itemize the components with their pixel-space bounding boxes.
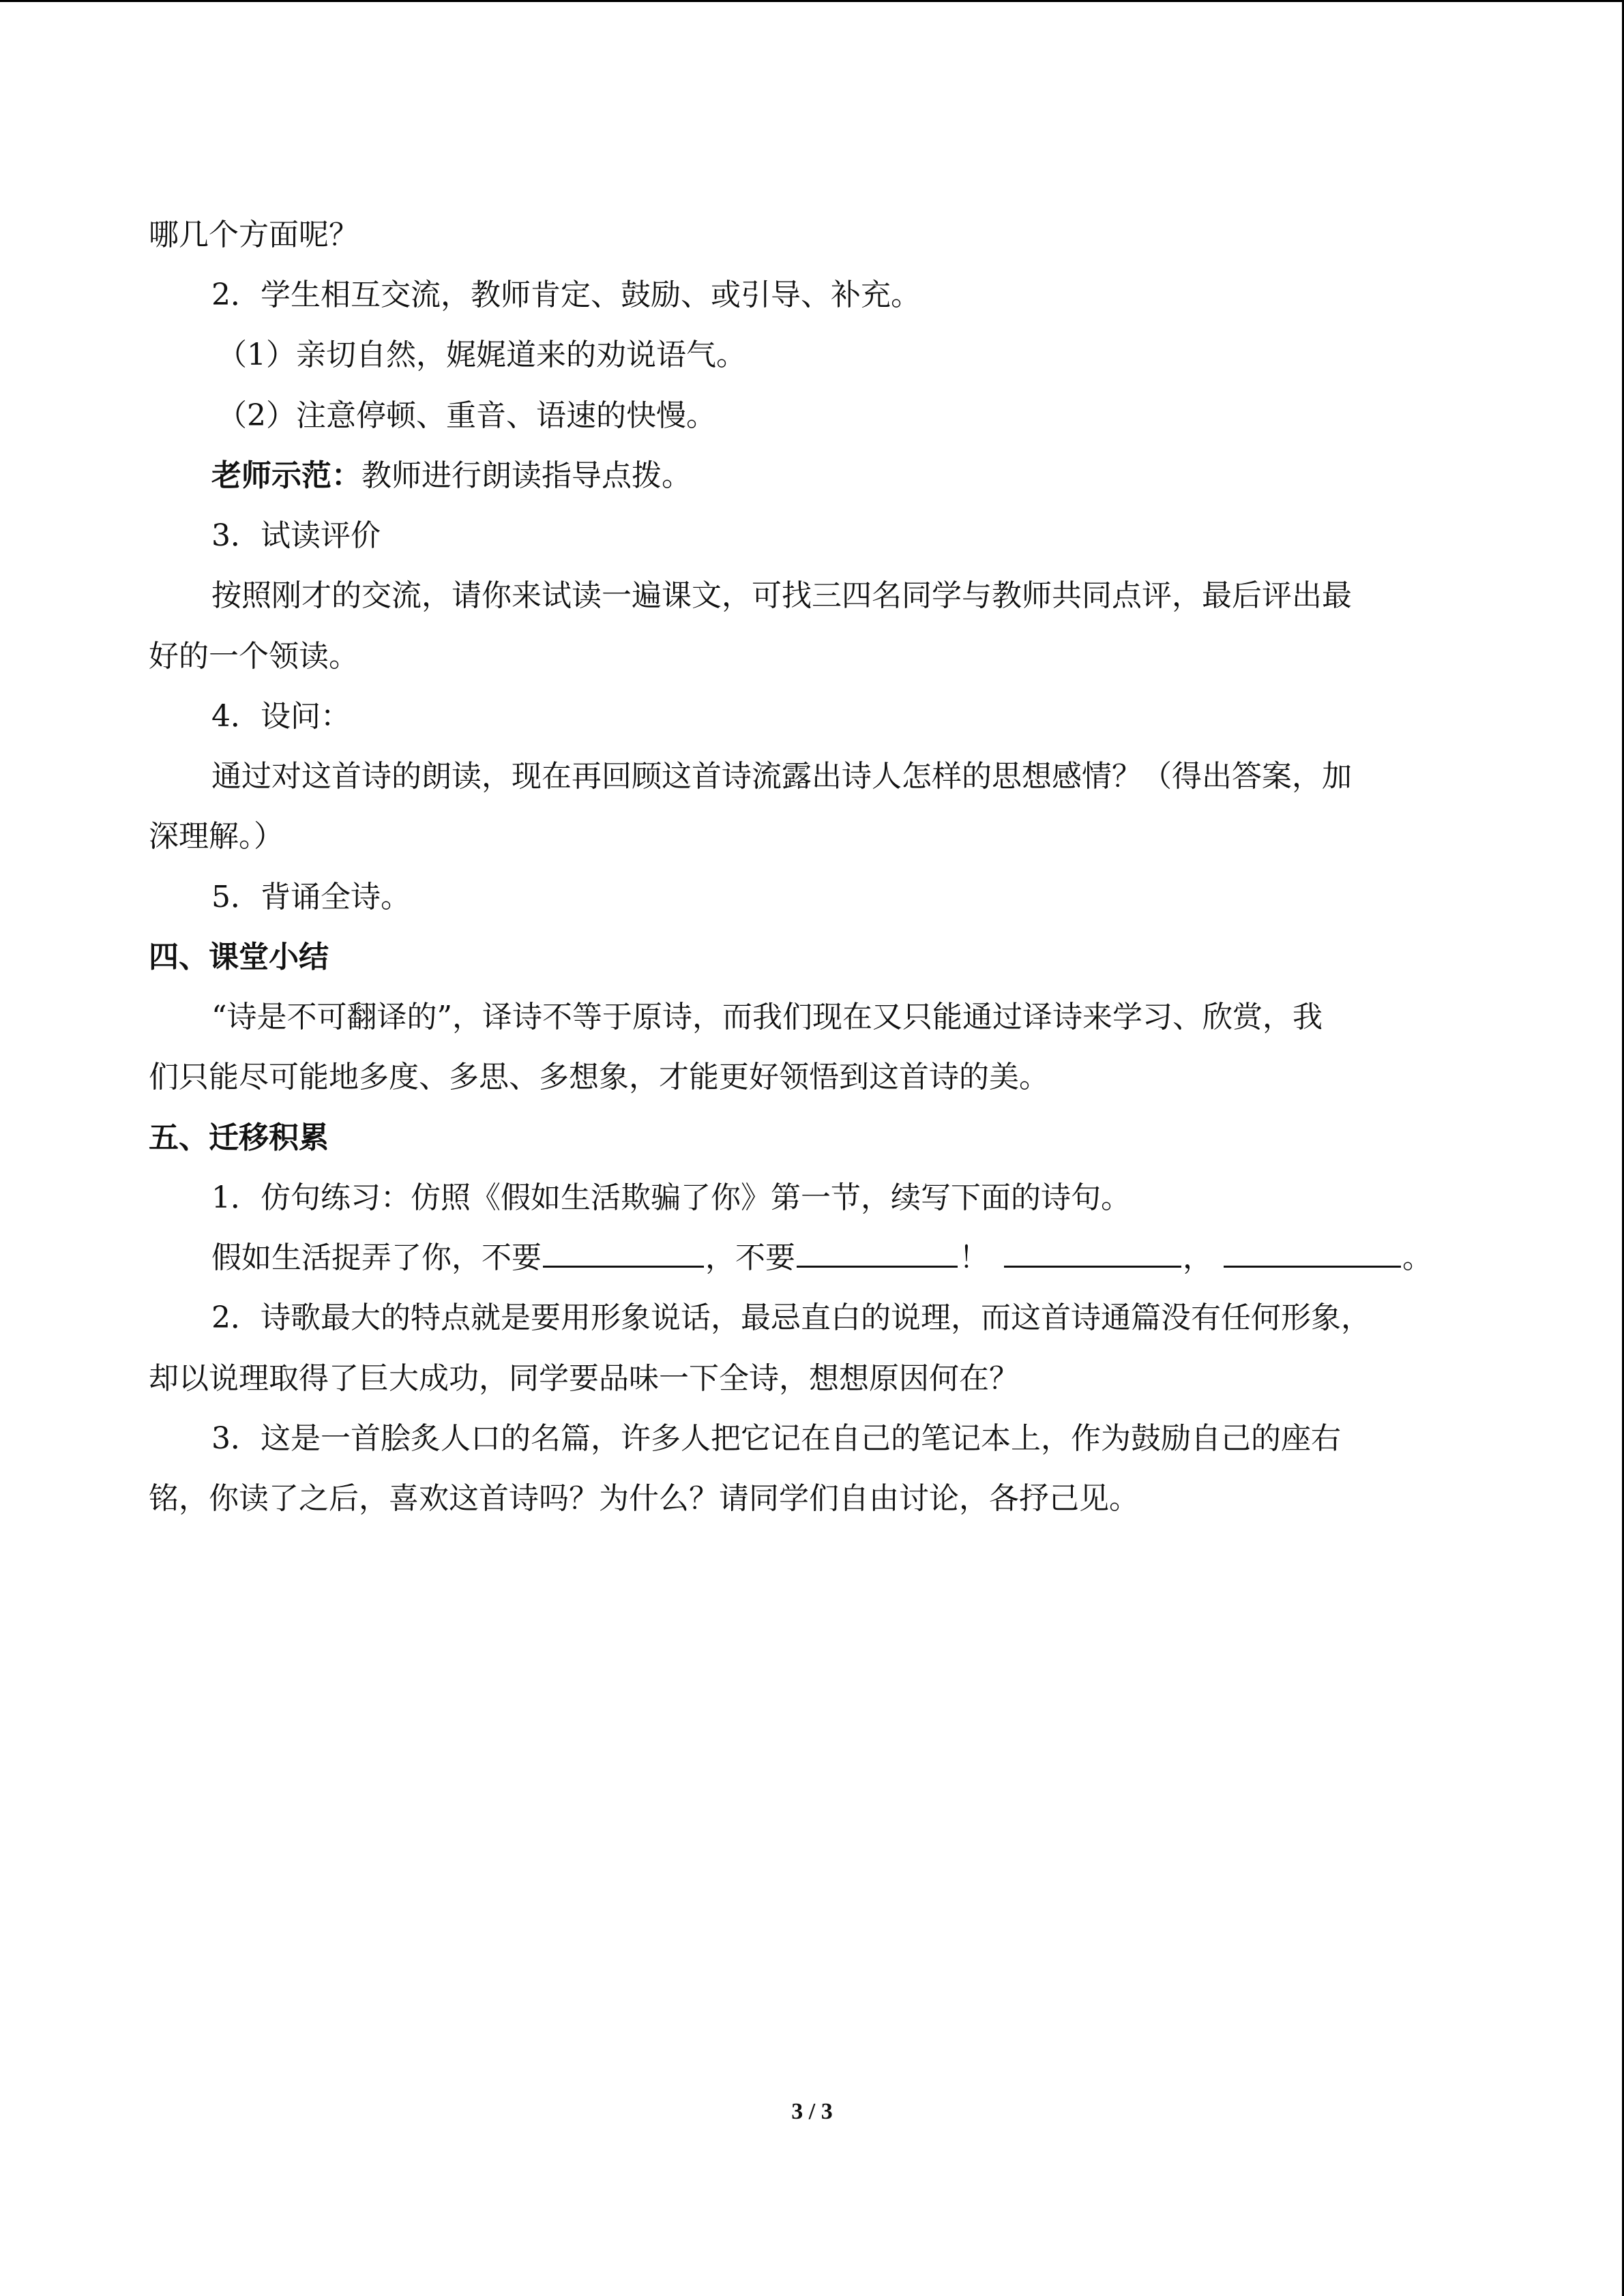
- paragraph-line: 3．这是一首脍炙人口的名篇，许多人把它记在自己的笔记本上，作为鼓励自己的座右: [211, 1421, 1341, 1456]
- paragraph-line: 1．仿句练习：仿照《假如生活欺骗了你》第一节，续写下面的诗句。: [211, 1180, 1131, 1215]
- paragraph-line: 5．背诵全诗。: [211, 880, 411, 914]
- fill-in-text: ！: [959, 1240, 989, 1275]
- paragraph-line: （1）亲切自然，娓娓道来的劝说语气。: [217, 338, 746, 372]
- paragraph-line: 深理解。）: [149, 819, 284, 854]
- paragraph-line: 3．试读评价: [211, 518, 381, 553]
- top-border: [0, 0, 1624, 2]
- paragraph-line: 4．设问：: [211, 699, 351, 734]
- section-heading: 四、课堂小结: [149, 940, 329, 974]
- teacher-demo-label: 老师示范：: [211, 458, 361, 493]
- fill-in-text: 假如生活捉弄了你，不要: [211, 1240, 542, 1275]
- page-number: 3 / 3: [791, 2099, 833, 2124]
- answer-blank[interactable]: [1004, 1238, 1181, 1268]
- fill-in-line: [211, 1238, 1432, 1279]
- paragraph-line: 通过对这首诗的朗读，现在再回顾这首诗流露出诗人怎样的思想感情？（得出答案，加: [211, 759, 1352, 794]
- fill-in-text: 。: [1402, 1240, 1432, 1275]
- teacher-demo-text: 教师进行朗读指导点拨。: [361, 458, 692, 493]
- answer-blank[interactable]: [797, 1238, 958, 1268]
- paragraph-line: “诗是不可翻译的”，译诗不等于原诗，而我们现在又只能通过译诗来学习、欣赏，我: [211, 1000, 1323, 1034]
- section-heading: 五、迁移积累: [149, 1120, 329, 1155]
- paragraph-line: 哪几个方面呢？: [149, 218, 359, 252]
- paragraph-line: 却以说理取得了巨大成功，同学要品味一下全诗，想想原因何在？: [149, 1361, 1019, 1396]
- paragraph-line: 铭，你读了之后，喜欢这首诗吗？为什么？请同学们自由讨论，各抒己见。: [149, 1481, 1139, 1516]
- paragraph-line: 2．学生相互交流，教师肯定、鼓励、或引导、补充。: [211, 278, 921, 312]
- paragraph-line: 按照刚才的交流，请你来试读一遍课文，可找三四名同学与教师共同点评，最后评出最: [211, 578, 1352, 613]
- answer-blank[interactable]: [1224, 1238, 1401, 1268]
- answer-blank[interactable]: [543, 1238, 704, 1268]
- paragraph-line: 2．诗歌最大的特点就是要用形象说话，最忌直白的说理，而这首诗通篇没有任何形象，: [211, 1300, 1371, 1335]
- paragraph-line: （2）注意停顿、重音、语速的快慢。: [217, 398, 716, 433]
- paragraph-line: 好的一个领读。: [149, 639, 359, 674]
- fill-in-text: ，: [1183, 1240, 1213, 1275]
- fill-in-text: ，不要: [705, 1240, 795, 1275]
- paragraph-line: 们只能尽可能地多度、多思、多想象，才能更好领悟到这首诗的美。: [149, 1060, 1049, 1094]
- paragraph-line: [211, 456, 692, 496]
